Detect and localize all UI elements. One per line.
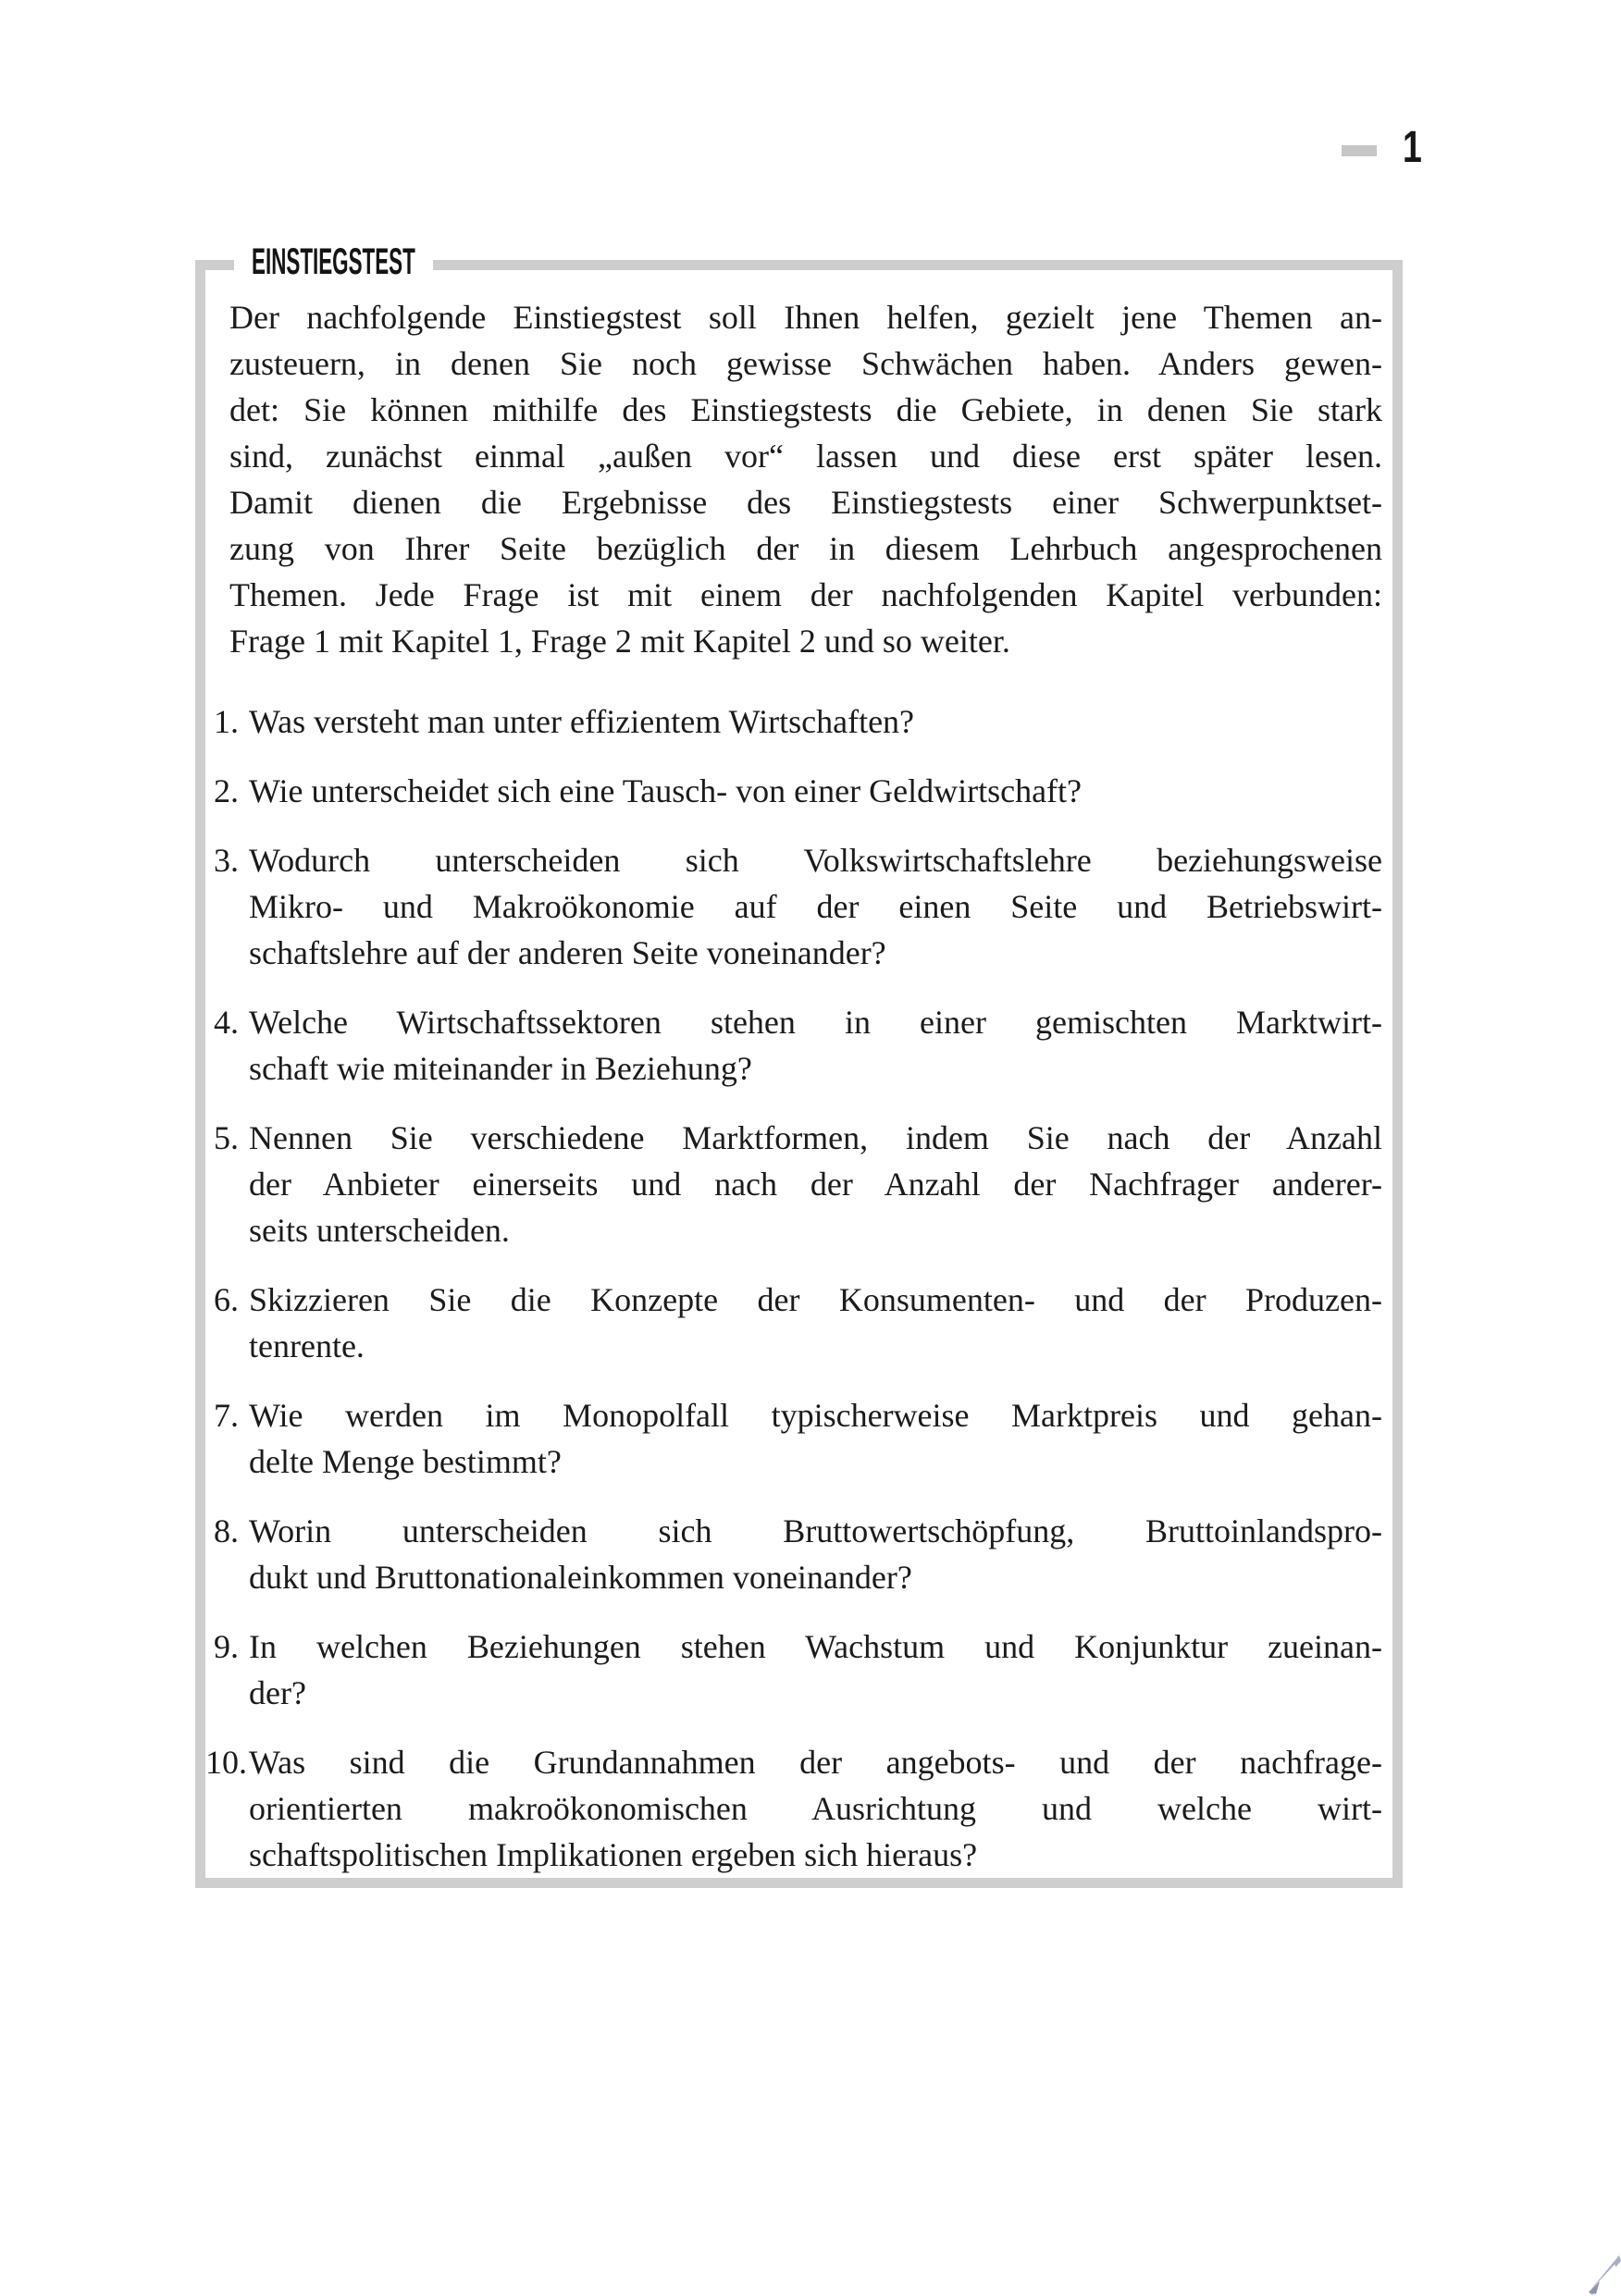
question-number: 7. [214,1397,239,1434]
intro-paragraph [229,294,1382,664]
question-text [249,1392,1382,1485]
question-line: der? [249,1674,306,1711]
question-item [205,1277,1382,1369]
question-line: schaftslehre auf der anderen Seite voneinander? [249,934,886,971]
question-line: Nennen Sie verschiedene Marktformen, indem Sie nach der Anzahl [249,1119,1382,1156]
question-line: Welche Wirtschaftssektoren stehen in einer gemischten Marktwirt- [249,1004,1382,1041]
question-number: 6. [214,1281,239,1318]
question-line: Mikro- und Makroökonomie auf der einen Seite und Betriebswirt- [249,888,1382,925]
question-list [205,698,1382,1878]
entry-test-box-label: EINSTIEGSTEST [234,246,433,278]
intro-line: Der nachfolgende Einstiegstest soll Ihnen helfen, gezielt jene Themen an- [229,299,1382,336]
folio-dash [1342,145,1377,156]
question-text [249,999,1382,1092]
question-line: Wodurch unterscheiden sich Volkswirtschaftslehre beziehungsweise [249,842,1382,879]
question-text [249,1739,1382,1878]
intro-line: sind, zunächst einmal „außen vor“ lassen und diese erst später lesen. [229,438,1382,475]
question-line: Skizzieren Sie die Konzepte der Konsumenten- und der Produzen- [249,1281,1382,1318]
question-line: schaftspolitischen Implikationen ergeben sich hieraus? [249,1836,978,1873]
question-line: Worin unterscheiden sich Bruttowertschöpfung, Bruttoinlandspro- [249,1512,1382,1549]
question-number: 3. [214,842,239,879]
question-number: 2. [214,772,239,809]
question-number: 9. [214,1628,239,1665]
question-text [249,768,1382,814]
intro-line: det: Sie können mithilfe des Einstiegstests die Gebiete, in denen Sie stark [229,391,1382,428]
question-item [205,698,1382,745]
question-number: 10. [205,1744,247,1781]
intro-line: Themen. Jede Frage ist mit einem der nachfolgenden Kapitel verbunden: [229,576,1382,613]
question-item [205,837,1382,976]
question-number: 5. [214,1119,239,1156]
question-item [205,1623,1382,1716]
question-text [249,1623,1382,1716]
entry-test-box [195,241,1403,1888]
question-line: schaft wie miteinander in Beziehung? [249,1050,752,1087]
question-item [205,1739,1382,1878]
page-curl-icon [1583,2253,1621,2296]
question-item [205,1115,1382,1253]
intro-line: Frage 1 mit Kapitel 1, Frage 2 mit Kapitel 2 und so weiter. [229,623,1010,660]
question-line: seits unterscheiden. [249,1212,510,1249]
question-line: Wie werden im Monopolfall typischerweise Marktpreis und gehan- [249,1397,1382,1434]
question-number: 1. [214,703,239,740]
question-line: In welchen Beziehungen stehen Wachstum und Konjunktur zueinan- [249,1628,1382,1665]
question-text [249,698,1382,745]
question-item [205,999,1382,1092]
question-item [205,768,1382,814]
question-text [249,837,1382,976]
question-number: 4. [214,1004,239,1041]
question-line: orientierten makroökonomischen Ausrichtung und welche wirt- [249,1790,1382,1827]
question-item [205,1508,1382,1600]
question-line: Was sind die Grundannahmen der angebots- und der nachfrage- [249,1744,1382,1781]
question-line: Was versteht man unter effizientem Wirtschaften? [249,703,915,740]
question-item [205,1392,1382,1485]
intro-line: zusteuern, in denen Sie noch gewisse Schwächen haben. Anders gewen- [229,345,1382,382]
question-line: tenrente. [249,1327,365,1364]
question-text [249,1508,1382,1600]
question-text [249,1115,1382,1253]
question-line: der Anbieter einerseits und nach der Anzahl der Nachfrager anderer- [249,1166,1382,1203]
question-line: Wie unterscheidet sich eine Tausch- von einer Geldwirtschaft? [249,772,1083,809]
intro-line: zung von Ihrer Seite bezüglich der in diesem Lehrbuch angesprochenen [229,530,1382,567]
question-number: 8. [214,1512,239,1549]
question-text [249,1277,1382,1369]
entry-test-box-content [205,270,1392,1878]
question-line: delte Menge bestimmt? [249,1443,562,1480]
page-number: 1 [1403,123,1422,172]
question-line: dukt und Bruttonationaleinkommen voneinander? [249,1559,912,1596]
intro-line: Damit dienen die Ergebnisse des Einstiegstests einer Schwerpunktset- [229,484,1382,521]
